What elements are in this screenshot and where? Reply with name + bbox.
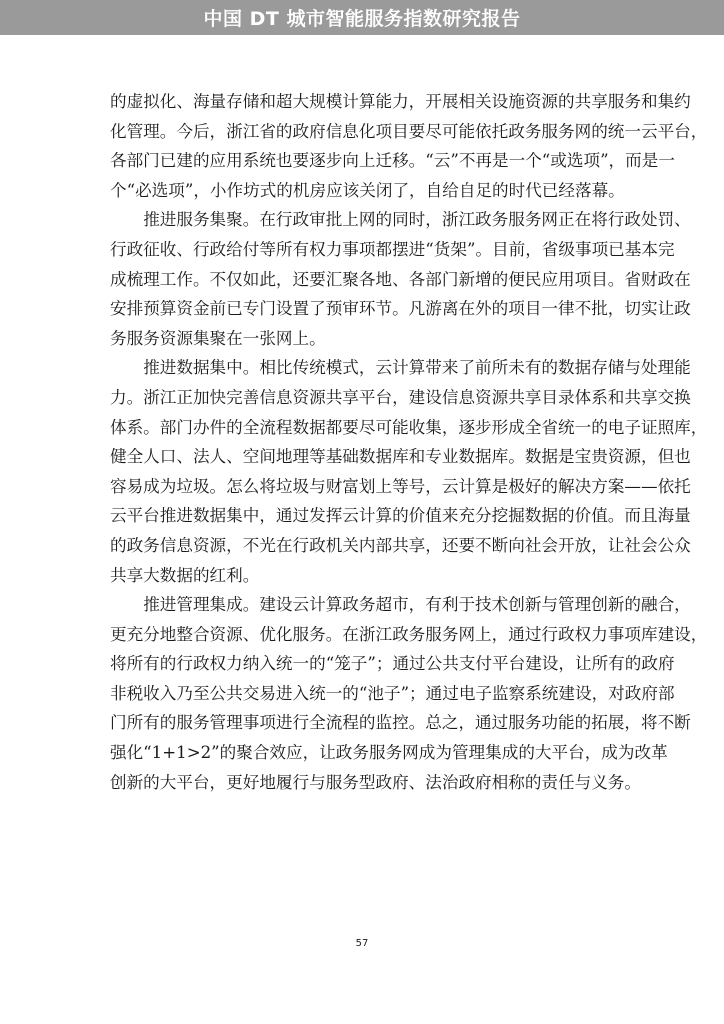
text-line: 安排预算资金前已专门设置了预审环节。凡游离在外的项目一律不批，切实让政 <box>110 299 691 319</box>
text-line: 务服务资源集聚在一张网上。 <box>110 328 326 348</box>
text-line: 化管理。今后，浙江省的政府信息化项目要尽可能依托政务服务网的统一云平台， <box>110 121 708 141</box>
text-line: 容易成为垃圾。怎么将垃圾与财富划上等号，云计算是极好的解决方案——依托 <box>110 476 691 496</box>
report-header-bar <box>0 0 724 35</box>
text-line: 成梳理工作。不仅如此，还要汇聚各地、各部门新增的便民应用项目。省财政在 <box>110 269 691 289</box>
document-body <box>110 87 708 797</box>
paragraph <box>110 590 708 797</box>
text-line: 强化“1+1>2”的聚合效应，让政务服务网成为管理集成的大平台，成为改革 <box>110 743 668 763</box>
text-line: 力。浙江正加快完善信息资源共享平台，建设信息资源共享目录体系和共享交换 <box>110 387 691 407</box>
paragraph <box>110 87 708 205</box>
page-number: 57 <box>355 938 369 949</box>
text-line: 云平台推进数据集中，通过发挥云计算的价值来充分挖掘数据的价值。而且海量 <box>110 506 691 526</box>
text-line: 将所有的行政权力纳入统一的“笼子”；通过公共支付平台建设，让所有的政府 <box>110 654 675 674</box>
text-line: 推进数据集中。相比传统模式，云计算带来了前所未有的数据存储与处理能 <box>143 358 691 378</box>
text-line: 更充分地整合资源、优化服务。在浙江政务服务网上，通过行政权力事项库建设， <box>110 624 708 644</box>
text-line: 推进服务集聚。在行政审批上网的同时，浙江政务服务网正在将行政处罚、 <box>143 210 691 230</box>
text-line: 的政务信息资源，不光在行政机关内部共享，还要不断向社会开放，让社会公众 <box>110 535 691 555</box>
text-line: 健全人口、法人、空间地理等基础数据库和专业数据库。数据是宝贵资源，但也 <box>110 447 691 467</box>
text-line: 创新的大平台，更好地履行与服务型政府、法治政府相称的责任与义务。 <box>110 772 641 792</box>
text-line: 行政征收、行政给付等所有权力事项都摆进“货架”。目前，省级事项已基本完 <box>110 239 675 259</box>
paragraph <box>110 353 708 590</box>
report-title: 中国 DT 城市智能服务指数研究报告 <box>203 8 521 30</box>
text-line: 体系。部门办件的全流程数据都要尽可能收集，逐步形成全省统一的电子证照库， <box>110 417 708 437</box>
text-line: 推进管理集成。建设云计算政务超市，有利于技术创新与管理创新的融合， <box>143 595 691 615</box>
text-line: 共享大数据的红利。 <box>110 565 260 585</box>
text-line: 非税收入乃至公共交易进入统一的“池子”；通过电子监察系统建设，对政府部 <box>110 683 675 703</box>
text-line: 个“必选项”，小作坊式的机房应该关闭了，自给自足的时代已经落幕。 <box>110 180 625 200</box>
text-line: 的虚拟化、海量存储和超大规模计算能力，开展相关设施资源的共享服务和集约 <box>110 92 691 111</box>
text-line: 各部门已建的应用系统也要逐步向上迁移。“云”不再是一个“或选项”，而是一 <box>110 151 675 171</box>
paragraph <box>110 205 691 353</box>
text-line: 门所有的服务管理事项进行全流程的监控。总之，通过服务功能的拓展，将不断 <box>110 713 691 733</box>
